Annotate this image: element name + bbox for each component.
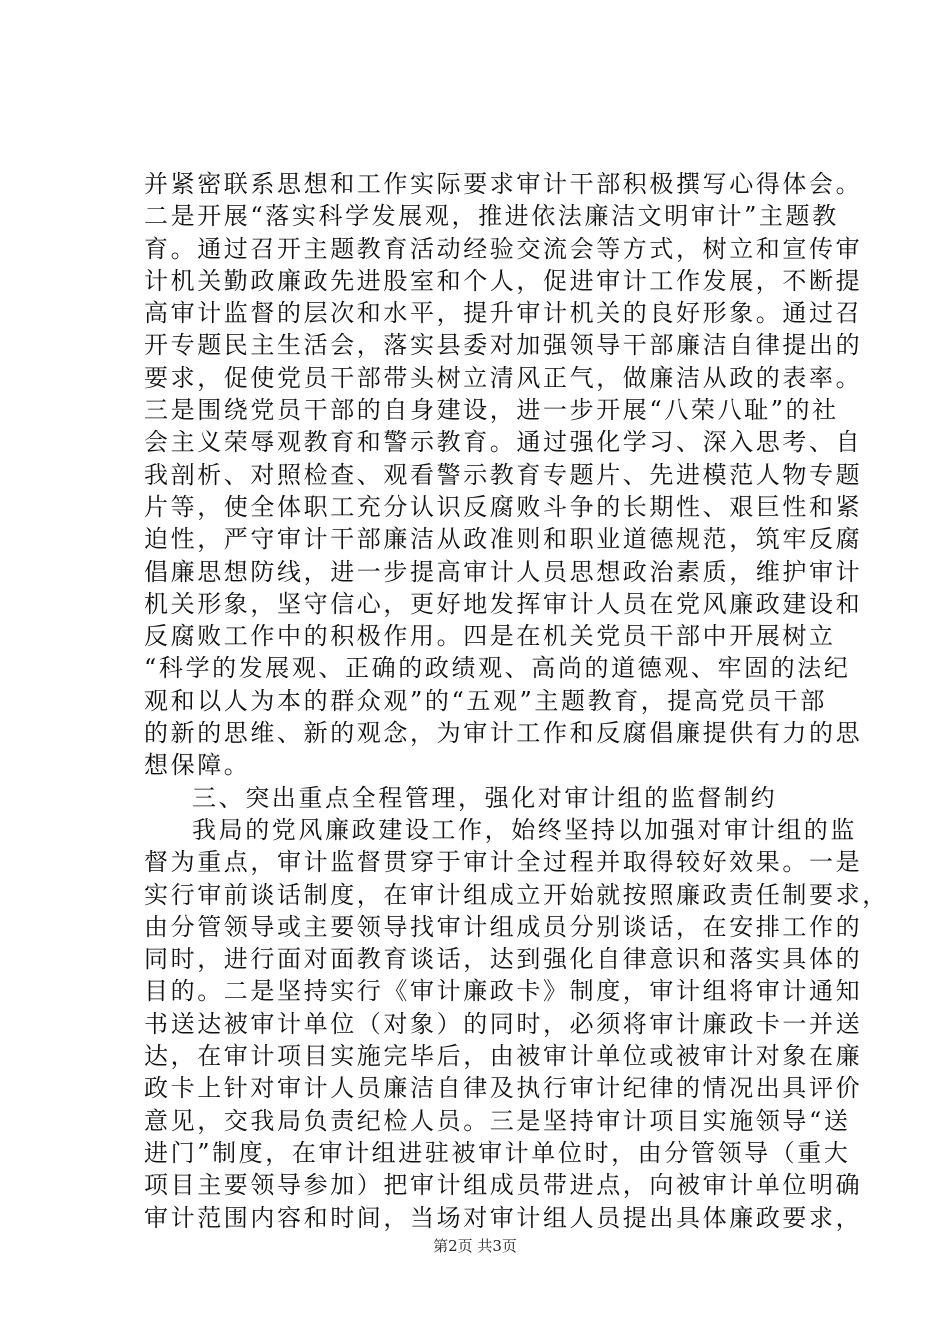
text-line: 反腐败工作中的积极作用。四是在机关党员干部中开展树立 <box>144 622 836 651</box>
text-line: 意见，交我局负责纪检人员。三是坚持审计项目实施领导“送 <box>144 1106 851 1135</box>
text-line: 高审计监督的层次和水平，提升审计机关的良好形象。通过召 <box>144 299 863 328</box>
text-line: 育。通过召开主题教育活动经验交流会等方式，树立和宣传审 <box>144 234 863 263</box>
text-line: 的新的思维、新的观念，为审计工作和反腐倡廉提供有力的思 <box>144 719 863 748</box>
text-line: 目的。二是坚持实行《审计廉政卡》制度，审计组将审计通知 <box>144 977 863 1006</box>
text-line: 迫性，严守审计干部廉洁从政准则和职业道德规范，筑牢反腐 <box>144 525 863 554</box>
text-line: 政卡上针对审计人员廉洁自律及执行审计纪律的情况出具评价 <box>144 1074 863 1103</box>
text-line: 观和以人为本的群众观”的“五观”主题教育，提高党员干部 <box>144 686 828 715</box>
text-line: 项目主要领导参加）把审计组成员带进点，向被审计单位明确 <box>144 1171 863 1200</box>
section-heading: 三、突出重点全程管理，强化对审计组的监督制约 <box>192 783 778 812</box>
text-line: 会主义荣辱观教育和警示教育。通过强化学习、深入思考、自 <box>144 428 863 457</box>
text-line: 书送达被审计单位（对象）的同时，必须将审计廉政卡一并送 <box>144 1009 863 1038</box>
text-line: 我剖析、对照检查、观看警示教育专题片、先进模范人物专题 <box>144 460 863 489</box>
text-line: 机关形象，坚守信心，更好地发挥审计人员在党风廉政建设和 <box>144 589 863 618</box>
text-line: 审计范围内容和时间，当场对审计组人员提出具体廉政要求， <box>144 1203 863 1232</box>
text-line: 并紧密联系思想和工作实际要求审计干部积极撰写心得体会。 <box>144 170 863 198</box>
text-line: 片等，使全体职工充分认识反腐败斗争的长期性、艰巨性和紧 <box>144 492 863 521</box>
text-line: 想保障。 <box>144 751 251 780</box>
page-footer <box>0 1236 950 1256</box>
text-line: 倡廉思想防线，进一步提高审计人员思想政治素质，维护审计 <box>144 557 863 586</box>
document-body <box>144 168 889 1234</box>
text-line: 进门”制度，在审计组进驻被审计单位时，由分管领导（重大 <box>144 1138 851 1167</box>
text-line: 实行审前谈话制度，在审计组成立开始就按照廉政责任制要求， <box>144 880 889 909</box>
text-line: 督为重点，审计监督贯穿于审计全过程并取得较好效果。一是 <box>144 848 863 877</box>
text-line: 同时，进行面对面教育谈话，达到强化自律意识和落实具体的 <box>144 945 863 974</box>
text-line: 计机关勤政廉政先进股室和个人，促进审计工作发展，不断提 <box>144 266 863 295</box>
text-line: 由分管领导或主要领导找审计组成员分别谈话，在安排工作的 <box>144 912 863 941</box>
text-line: 开专题民主生活会，落实县委对加强领导干部廉洁自律提出的 <box>144 331 863 360</box>
text-line: 二是开展“落实科学发展观，推进依法廉洁文明审计”主题教 <box>144 202 839 231</box>
text-line: 三是围绕党员干部的自身建设，进一步开展“八荣八耻”的社 <box>144 396 839 425</box>
paragraph-start-line: 我局的党风廉政建设工作，始终坚持以加强对审计组的监 <box>192 815 857 844</box>
text-line: “科学的发展观、正确的政绩观、高尚的道德观、牢固的法纪 <box>144 654 851 683</box>
page-number: 第2页 共3页 <box>433 1237 517 1255</box>
text-line: 达，在审计项目实施完毕后，由被审计单位或被审计对象在廉 <box>144 1042 863 1071</box>
text-line: 要求，促使党员干部带头树立清风正气，做廉洁从政的表率。 <box>144 363 863 392</box>
